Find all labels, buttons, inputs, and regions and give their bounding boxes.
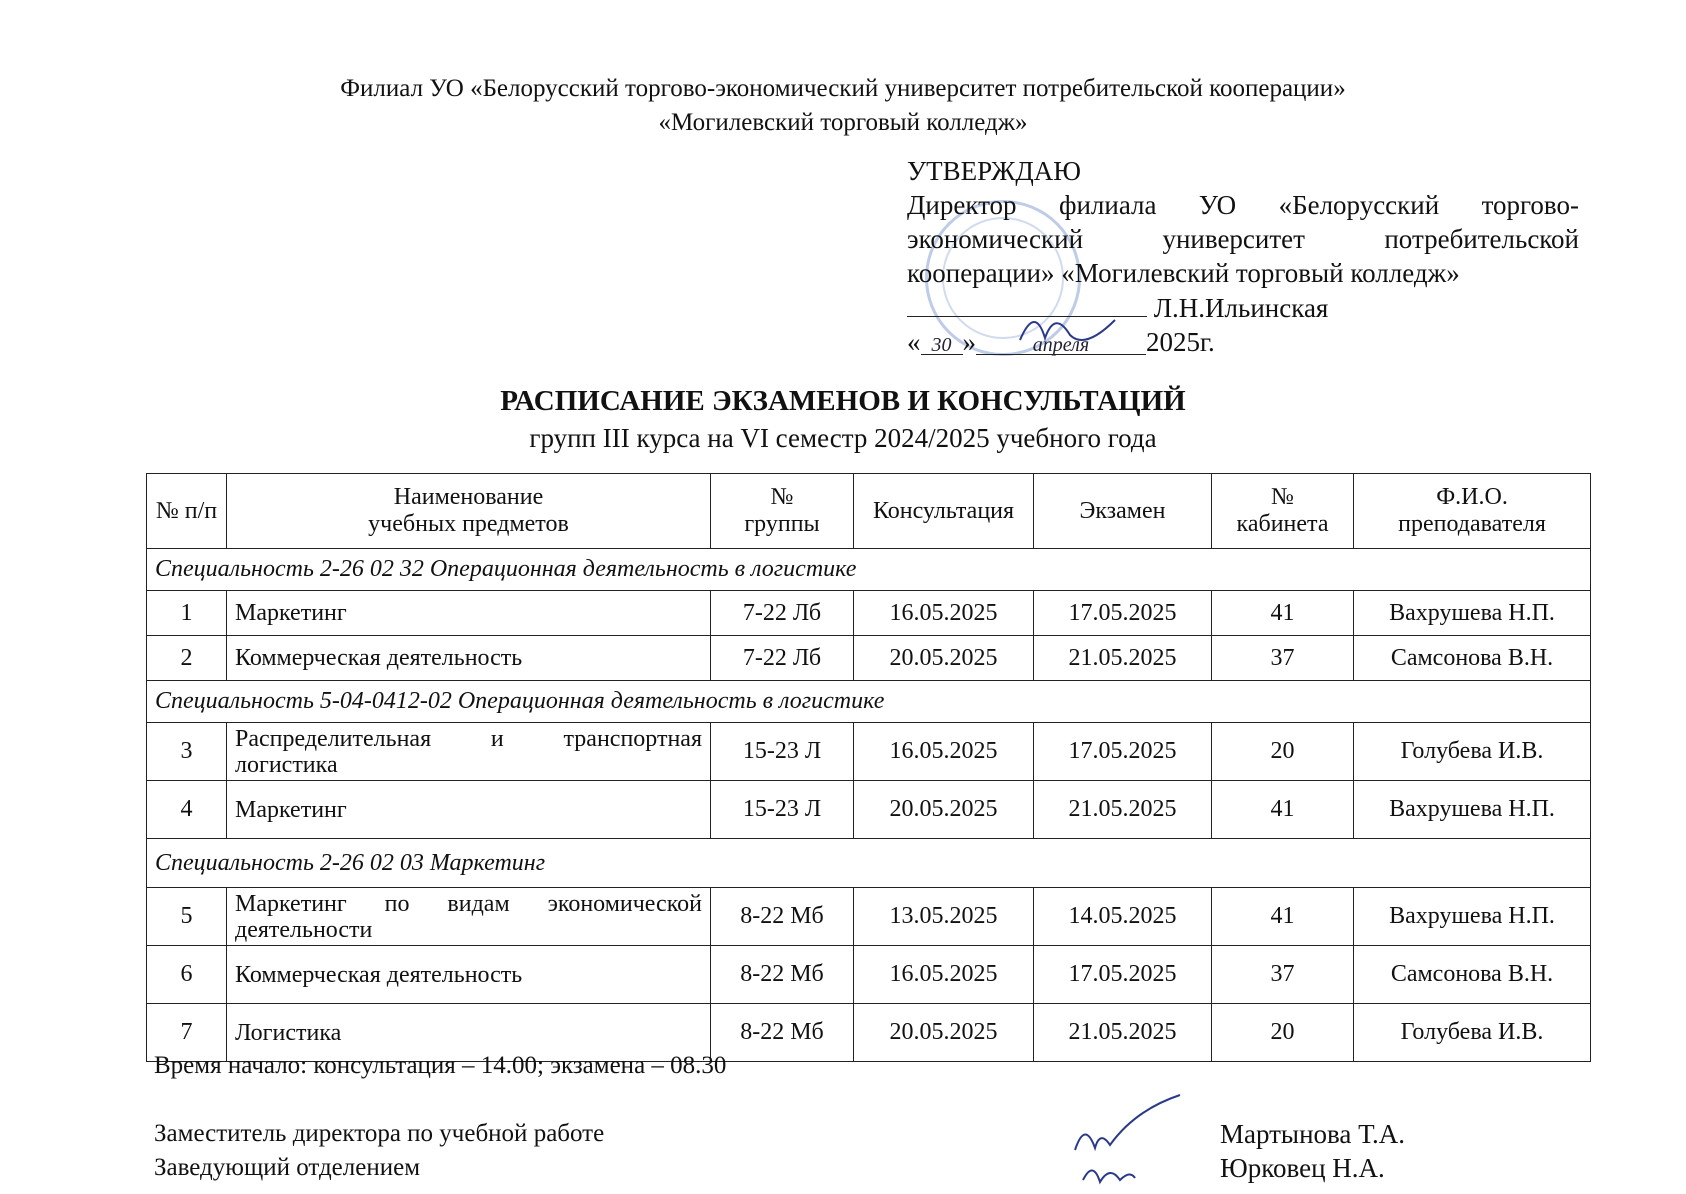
cell-room: 37 [1212,946,1354,1004]
section-title: Специальность 2-26 02 03 Маркетинг [147,839,1591,888]
approval-position-line2: экономический университет потребительской [907,224,1579,254]
cell-teacher: Самсонова В.Н. [1354,946,1591,1004]
cell-group: 15-23 Л [711,723,854,781]
approval-position-line3: кооперации» «Могилевский торговый колледж» [907,258,1460,288]
table-row [147,781,1591,839]
header-consultation: Консультация [854,474,1034,549]
section-title: Специальность 2-26 02 32 Операционная деятельность в логистике [147,549,1591,591]
table-row [147,591,1591,636]
header-num: № п/п [147,474,227,549]
cell-room: 41 [1212,888,1354,946]
cell-consultation: 20.05.2025 [854,636,1034,681]
cell-teacher: Голубева И.В. [1354,723,1591,781]
cell-group: 8-22 Мб [711,888,854,946]
date-month: апреля [1032,334,1090,356]
cell-subject: Распределительная и транспортная логистика [227,723,711,781]
document-title: РАСПИСАНИЕ ЭКЗАМЕНОВ И КОНСУЛЬТАЦИЙ [500,385,1186,417]
table-row [147,723,1591,781]
cell-group: 7-22 Лб [711,636,854,681]
cell-num: 2 [147,636,227,681]
cell-group: 8-22 Мб [711,946,854,1004]
cell-num: 6 [147,946,227,1004]
header-subject: Наименование учебных предметов [227,474,711,549]
header-room: № кабинета [1212,474,1354,549]
handwritten-signature [1065,1090,1195,1190]
institution-name: Филиал УО «Белорусский торгово-экономический университет потребительской кооперации» [340,75,1346,102]
cell-subject: Маркетинг [227,591,711,636]
cell-exam: 17.05.2025 [1034,591,1212,636]
section-row [147,839,1591,888]
cell-teacher: Вахрушева Н.П. [1354,888,1591,946]
cell-consultation: 20.05.2025 [854,1004,1034,1062]
header-teacher: Ф.И.О. преподавателя [1354,474,1591,549]
deputy-name: Мартынова Т.А. [1220,1119,1405,1149]
cell-subject: Коммерческая деятельность [227,946,711,1004]
table-row [147,636,1591,681]
cell-num: 4 [147,781,227,839]
time-note: Время начало: консультация – 14.00; экзамена – 08.30 [154,1052,727,1079]
header-group: № группы [711,474,854,549]
cell-subject: Маркетинг по видам экономической деятельности [227,888,711,946]
cell-room: 20 [1212,1004,1354,1062]
cell-num: 7 [147,1004,227,1062]
approval-block [907,154,1579,359]
cell-num: 1 [147,591,227,636]
table-row [147,946,1591,1004]
cell-teacher: Вахрушева Н.П. [1354,781,1591,839]
approval-heading: УТВЕРЖДАЮ [907,156,1082,186]
document-subtitle: групп III курса на VI семестр 2024/2025 учебного года [529,423,1157,453]
cell-exam: 21.05.2025 [1034,781,1212,839]
cell-subject: Маркетинг [227,781,711,839]
section-row [147,681,1591,723]
cell-exam: 17.05.2025 [1034,723,1212,781]
cell-subject: Логистика [227,1004,711,1062]
approval-signature-line [907,290,1579,325]
cell-exam: 17.05.2025 [1034,946,1212,1004]
cell-teacher: Вахрушева Н.П. [1354,591,1591,636]
date-year: 2025г. [1146,327,1215,357]
date-day: 30 [931,334,952,356]
table-header-row [147,474,1591,549]
date-close-quote: » [962,327,976,357]
cell-group: 7-22 Лб [711,591,854,636]
table-row [147,888,1591,946]
college-name: «Могилевский торговый колледж» [658,109,1028,136]
header-exam: Экзамен [1034,474,1212,549]
head-name: Юрковец Н.А. [1220,1153,1385,1183]
cell-room: 41 [1212,591,1354,636]
approval-position-line1: Директор филиала УО «Белорусский торгово- [907,190,1579,220]
cell-exam: 21.05.2025 [1034,1004,1212,1062]
cell-room: 41 [1212,781,1354,839]
cell-num: 3 [147,723,227,781]
cell-exam: 21.05.2025 [1034,636,1212,681]
cell-room: 20 [1212,723,1354,781]
cell-group: 15-23 Л [711,781,854,839]
exam-schedule-table [146,473,1591,1062]
cell-consultation: 20.05.2025 [854,781,1034,839]
head-title: Заведующий отделением [154,1154,421,1181]
institution-header [0,72,1686,140]
cell-teacher: Голубева И.В. [1354,1004,1591,1062]
cell-consultation: 16.05.2025 [854,591,1034,636]
approval-signer: Л.Н.Ильинская [1153,293,1329,323]
cell-teacher: Самсонова В.Н. [1354,636,1591,681]
deputy-title: Заместитель директора по учебной работе [154,1120,605,1147]
cell-room: 37 [1212,636,1354,681]
approval-date [907,325,1579,359]
cell-num: 5 [147,888,227,946]
cell-consultation: 16.05.2025 [854,723,1034,781]
cell-group: 8-22 Мб [711,1004,854,1062]
cell-consultation: 13.05.2025 [854,888,1034,946]
cell-exam: 14.05.2025 [1034,888,1212,946]
section-row [147,549,1591,591]
cell-subject: Коммерческая деятельность [227,636,711,681]
date-open-quote: « [907,327,921,357]
cell-consultation: 16.05.2025 [854,946,1034,1004]
section-title: Специальность 5-04-0412-02 Операционная деятельность в логистике [147,681,1591,723]
